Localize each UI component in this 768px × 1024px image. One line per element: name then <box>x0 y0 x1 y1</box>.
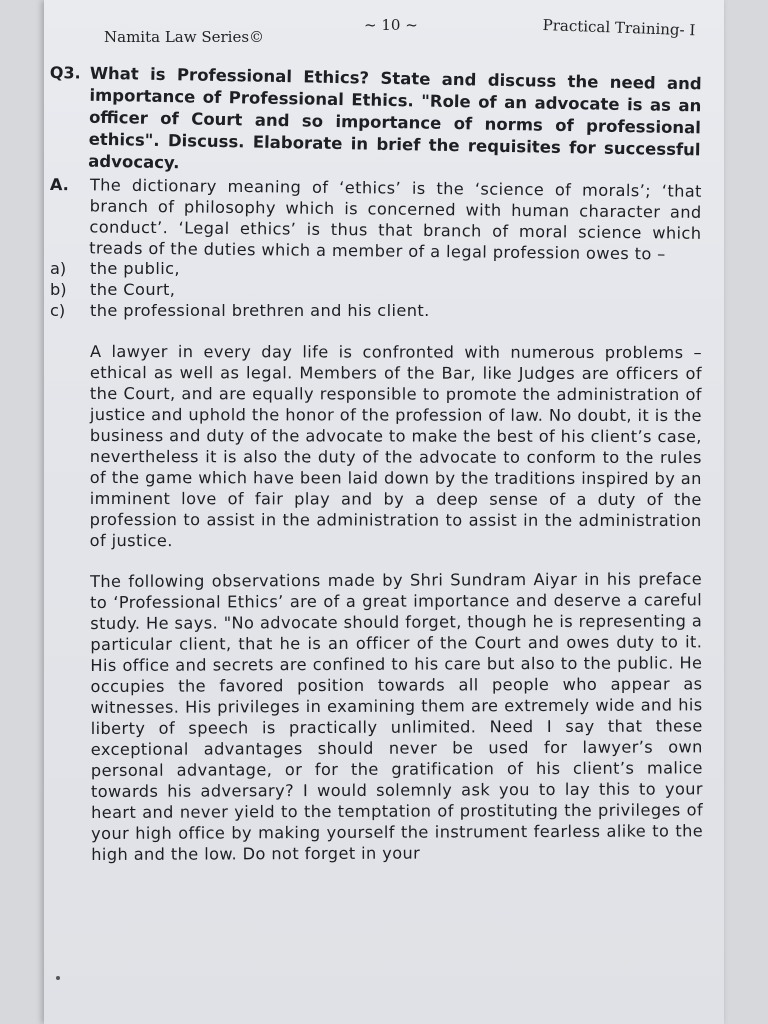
list-item <box>50 300 702 321</box>
book-title: Practical Training- I <box>542 16 696 40</box>
list-item-text: the public, <box>90 259 180 278</box>
list-item-label: c) <box>50 301 66 320</box>
book-page <box>44 0 724 1024</box>
paragraph: A lawyer in every day life is confronted with numerous problems – ethical as well as legal. Members of the Bar, like Judges are officers of the Court, and are equally responsible to promote the administration of justice and uphold the honor of the profession of law. No doubt, it is the business and duty of the advocate to make the best of his client’s case, nevertheless it is also the duty of the advocate to conform to the rules of the game which have been laid down by the traditions inspired by an imminent love of fair play and by a deep sense of a duty of the profession to assist in the administration to assist in the administration of justice. <box>89 342 702 551</box>
question-block <box>48 62 702 183</box>
page-header <box>44 14 724 54</box>
list-item-text: the professional brethren and his client. <box>90 301 430 320</box>
page-number: ~ 10 ~ <box>364 16 418 34</box>
question-label: Q3. <box>49 62 81 83</box>
list-item-label: a) <box>50 259 67 278</box>
page-content <box>50 62 702 865</box>
list-item-label: b) <box>50 280 67 299</box>
paragraph: The following observations made by Shri Sundram Aiyar in his preface to ‘Professional Ethics’ are of a great importance and deserve a careful study. He says. "No advocate should forget, though he is representing a particular client, that he is an officer of the Court and owes duty to it. His office and secrets are confined to his care but also to the public. He occupies the favored position towards all people who appear as witnesses. His privileges in examining them are extremely wide and his liberty of speech is practically unlimited. Need I say that these exceptional advantages should never be used for lawyer’s own personal advantage, or for the gratification of his client’s malice towards his adversary? I would solemnly ask you to lay this to your heart and never yield to the temptation of prostituting the privileges of your high office by making yourself the instrument fearless alike to the high and the low. Do not forget in your <box>90 569 704 864</box>
page-mark <box>56 976 60 980</box>
list-item <box>50 279 702 300</box>
answer-intro: The dictionary meaning of ‘ethics’ is the ‘science of morals’; ‘that branch of philosophy which is concerned with human character and conduct’. ‘Legal ethics’ is thus that branch of moral science which treads of the duties which a member of a legal profession owes to – <box>89 175 702 264</box>
series-title: Namita Law Series© <box>104 28 265 46</box>
answer-label: A. <box>49 174 69 195</box>
list-item-text: the Court, <box>90 280 176 299</box>
question-text: What is Professional Ethics? State and discuss the need and importance of Professional Ethics. "Role of an advocate is as an officer of Court and so importance of norms of professional ethics". Discuss. Elaborate in brief the requisites for successful advocacy. <box>88 63 702 173</box>
answer-block <box>49 174 702 265</box>
